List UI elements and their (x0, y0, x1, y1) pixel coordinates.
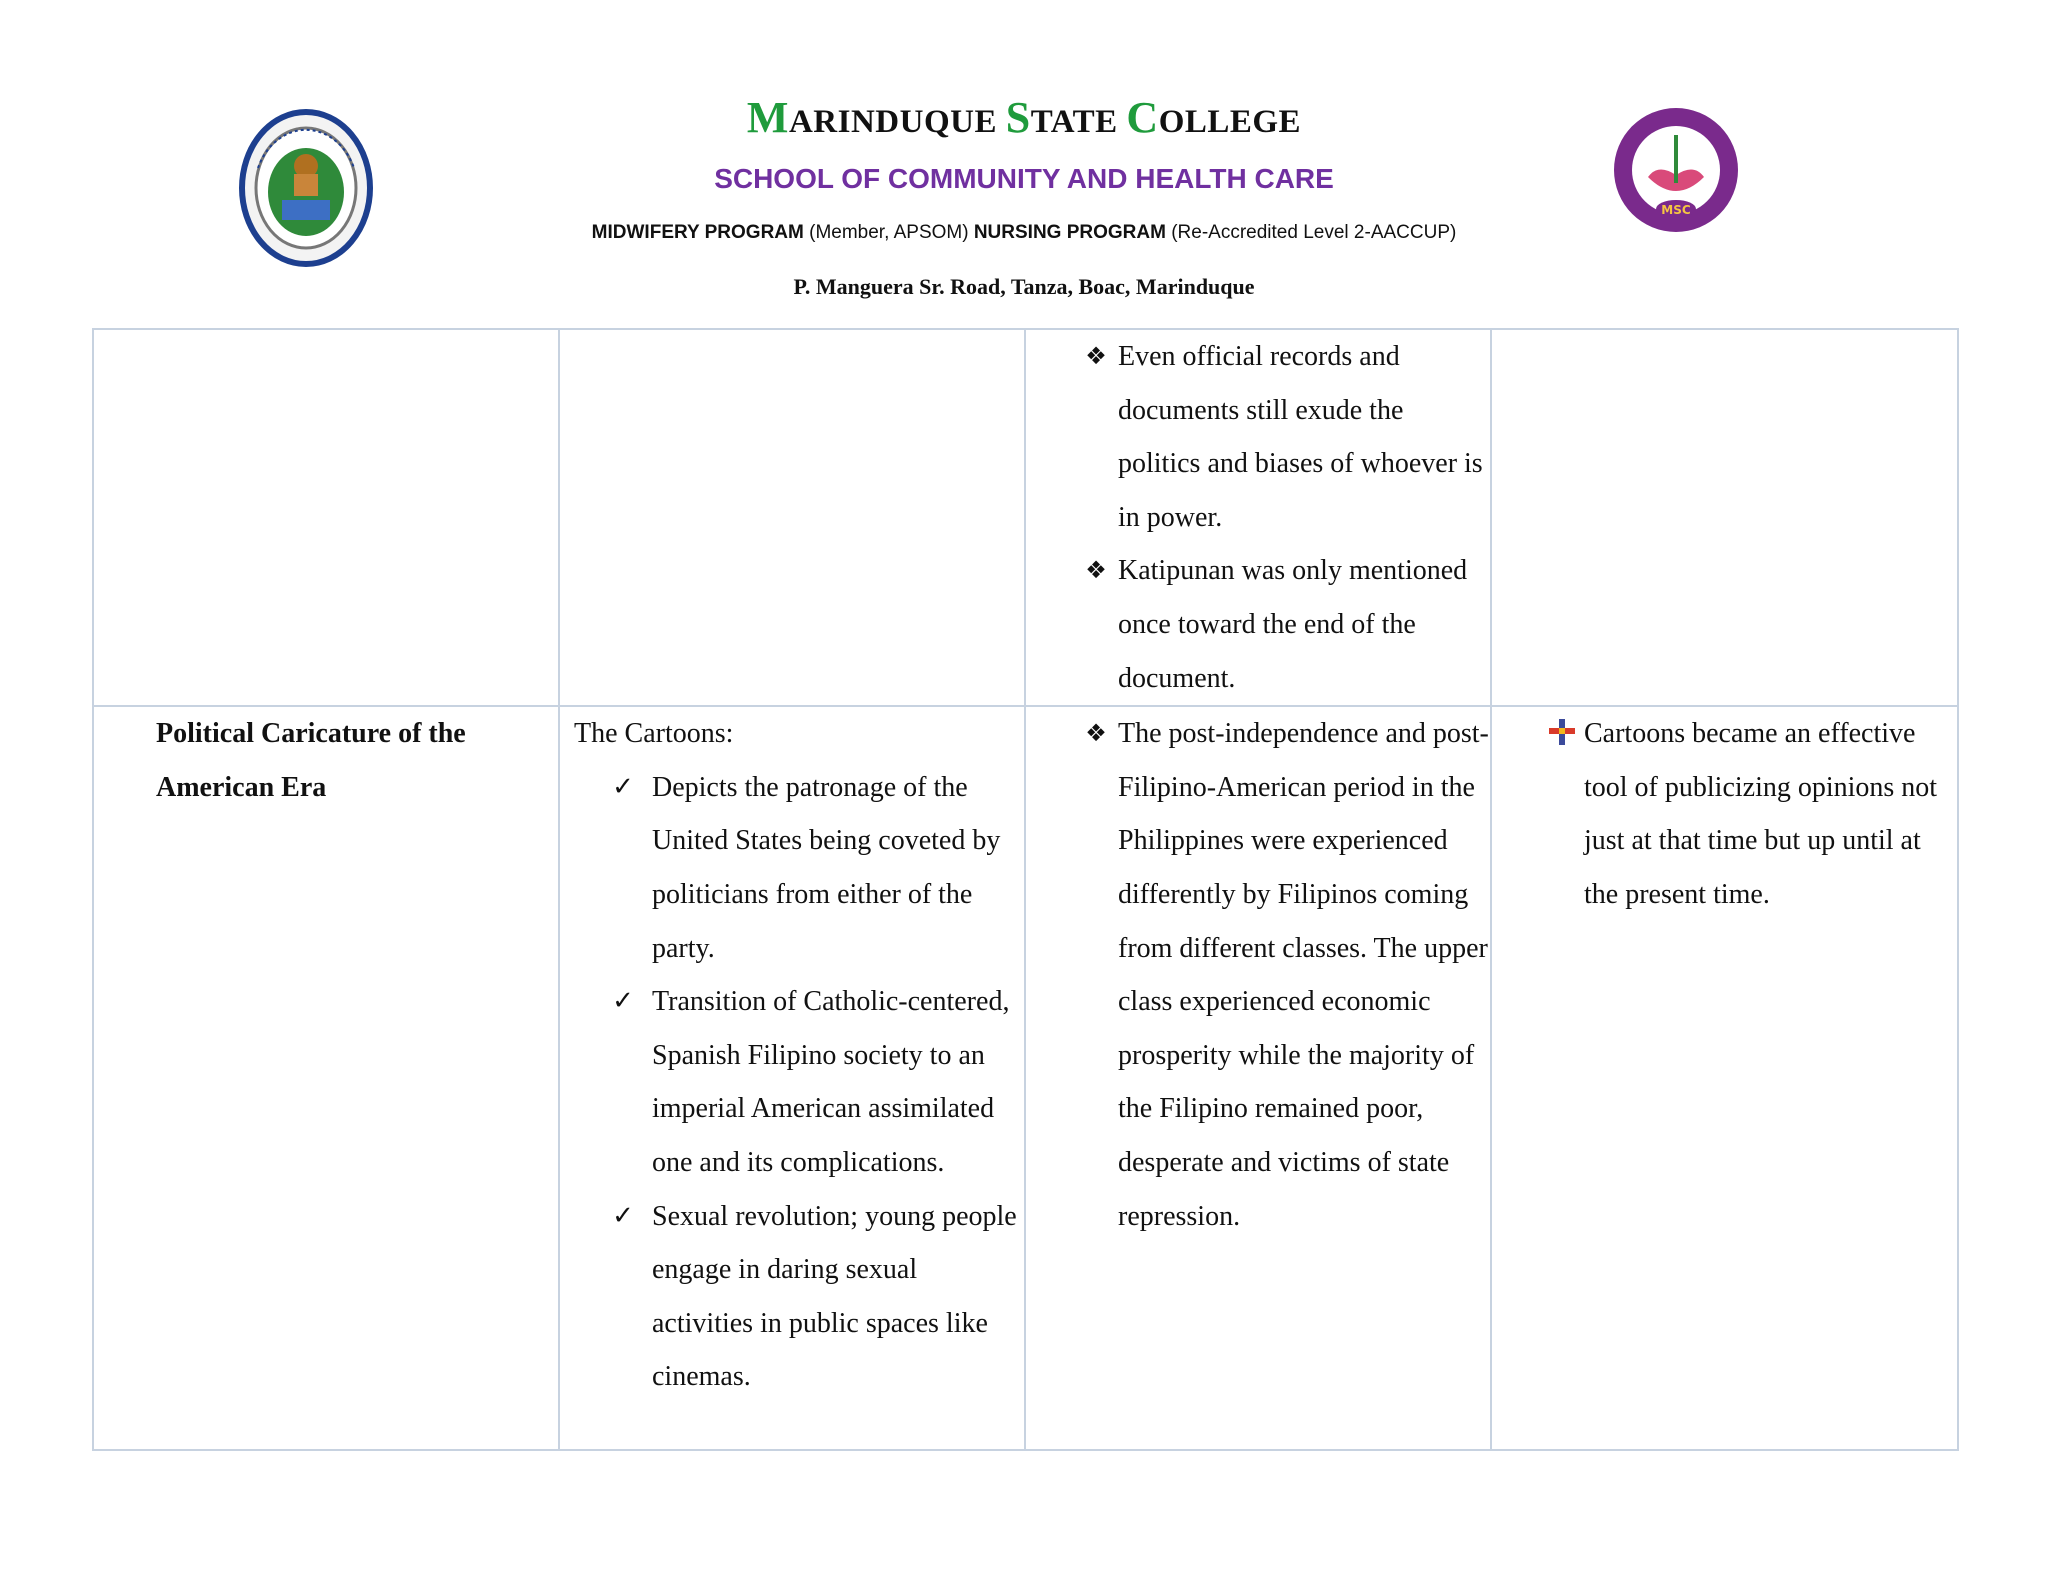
list-item (1026, 544, 1490, 705)
check-bullet-icon: ✓ (612, 1200, 634, 1231)
bullet-list (1026, 330, 1490, 705)
title-initial: M (746, 93, 789, 142)
check-bullet-icon: ✓ (612, 771, 634, 802)
bullet-text: The post-independence and post-Filipino-American period in the Philippines were experienced differently by Filipinos coming from different classes. The upper class experienced economic prosperity while the majority of the Filipino remained poor, desperate and victims of state repression. (1118, 718, 1489, 1232)
point-list (1492, 707, 1957, 921)
seal-badge-text: MSC (1661, 203, 1691, 217)
title-word: OLLEGE (1158, 104, 1302, 140)
table-cell-empty (93, 329, 559, 706)
title-word: ARINDUQUE (788, 104, 1006, 140)
title-initial: S (1005, 93, 1031, 142)
list-item (560, 1190, 1024, 1404)
diamond-bullet-icon: ❖ (1085, 342, 1107, 370)
midwifery-program: MIDWIFERY PROGRAM (591, 222, 804, 243)
title-initial: C (1126, 93, 1159, 142)
table-cell-analysis (1025, 329, 1491, 706)
nursing-note: (Re-Accredited Level 2-AACCUP) (1165, 222, 1457, 243)
school-name: SCHOOL OF COMMUNITY AND HEALTH CARE (714, 163, 1334, 194)
midwifery-note: (Member, APSOM) (803, 222, 974, 243)
check-list (560, 761, 1024, 1404)
bullet-list (1026, 707, 1490, 1243)
list-item (1492, 707, 1957, 921)
title-word: TATE (1030, 104, 1127, 140)
bullet-text: Katipunan was only mentioned once toward the end of the document. (1118, 555, 1468, 694)
table-row (93, 329, 1958, 706)
list-item (560, 761, 1024, 975)
point-text: Cartoons became an effective tool of publicizing opinions not just at that time but up until at the present time. (1584, 718, 1938, 910)
check-text: Sexual revolution; young people engage in daring sexual activities in public spaces like cinemas. (652, 1200, 1017, 1393)
check-bullet-icon: ✓ (612, 986, 634, 1017)
document-header (0, 0, 2048, 325)
diamond-bullet-icon: ❖ (1085, 556, 1107, 585)
content-table (92, 328, 1959, 1451)
table-cell-empty (1491, 329, 1958, 706)
check-text: Depicts the patronage of the United States being coveted by politicians from either of the party. (652, 771, 1001, 964)
table-cell-empty (559, 329, 1025, 706)
check-text: Transition of Catholic-centered, Spanish Filipino society to an imperial American assimilated one and its complications. (652, 986, 1010, 1178)
cross-bullet-icon (1547, 717, 1577, 747)
list-item (1026, 330, 1490, 544)
nursing-program: NURSING PROGRAM (973, 222, 1166, 243)
table-cell-conclusion (1491, 706, 1958, 1450)
topic-title: Political Caricature of the American Era (156, 718, 466, 803)
list-item (1026, 707, 1490, 1243)
description-intro: The Cartoons: (574, 718, 734, 750)
bullet-text: Even official records and documents still exude the politics and biases of whoever is in power. (1118, 341, 1483, 533)
list-item (560, 975, 1024, 1189)
college-address: P. Manguera Sr. Road, Tanza, Boac, Marinduque (793, 274, 1255, 299)
diamond-bullet-icon: ❖ (1085, 719, 1107, 748)
table-cell-topic (93, 706, 559, 1450)
table-cell-analysis (1025, 706, 1491, 1450)
table-cell-description (559, 706, 1025, 1450)
school-health-seal-icon (1598, 105, 1754, 235)
table-row (93, 706, 1958, 1450)
